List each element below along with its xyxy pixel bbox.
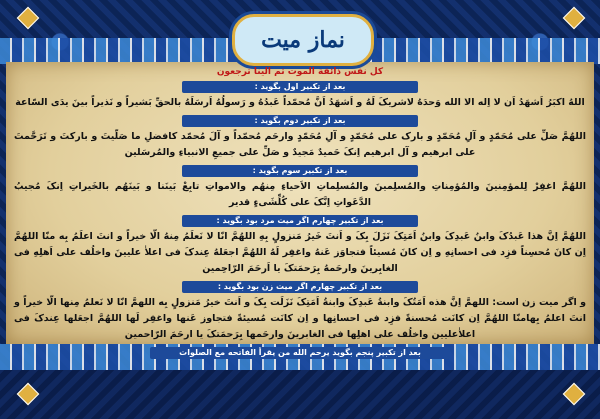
ornament-star-icon: [563, 7, 586, 30]
section-text-5: و اگر میت زن است: اللهمَّ اِنَّ هذه اَمَتُکَ وابنةُ عَبدِکَ وابنةُ اَمَتِکَ نَزَلَت بِکَ و اَنتَ خیرُ مَنزولٍ بِه اللهمَّ انّا لا نَعلمُ مِنها الّا خیراً و انتَ اعلمُ بِهامنّا اللهُمَّ اِن کانَت مُحسنةً فزِد فی احسانِها و اِن کانَت مُسیئةً فتجاوز عَنها واغفِر لَها اللهُمَّ اجعَلها عِندکَ فی اعلاٰعلیین واخلُف علی اهلِها فی الغابرینَ وارحَمها بِرَحمَتکَ یا ارحَمَ الرّاحمین: [14, 297, 586, 340]
ornament-star-icon: [17, 7, 40, 30]
section-label-5: بعد از تکبیر چهارم اگر میت زن بود بگوید :: [182, 281, 418, 293]
prayer-content: [10, 66, 590, 361]
section-label-3: بعد از تکبیر سوم بگوید :: [182, 165, 418, 177]
footer-label: بعد از تکبیر پنجم بگوید یرحم الله من یقرأ الفاتحه مع الصلوات: [150, 347, 450, 359]
subtitle: کل نفس ذائقة الموت ثم الینا ترجعون: [216, 67, 384, 77]
title-badge: [232, 14, 374, 66]
section-label-2: بعد از تکبیر دوم بگوید :: [182, 115, 418, 127]
page-title: نماز میت: [261, 27, 345, 53]
section-text-1: اللهُ اکبَرُ اَشهَدُ اَن لا اِله الا الله وَحدَهُ لاشریکَ لَهُ و اَشهَدُ اَنَّ مُحمّداً عَبدُهُ و رَسولُهُ اَرسَلَهُ بالحقِّ بَشیراً و نَذیراً بینَ یدَی السّاعة: [15, 97, 585, 108]
section-label-1: بعد از تکبیر اول بگوید :: [182, 81, 418, 93]
decorative-band-bottom: [0, 370, 600, 419]
section-text-2: اللهُمَّ صَلِّ علی مُحَمّدٍ و آلِ مُحَمّدٍ و بارک علی مُحَمّدٍ و آلِ مُحَمّدٍ وارحَم مُحمّداً و آلَ مُحمّد کافضلِ ما صَلّیتَ و بارکتَ و تَرَحَّمتَ علی ابرهیم و آل ابرهیم اِنکَ حَمیدٌ مَجیدٌ و صَلِّ علی جمیعِ الانبیاءِ والمُرسَلین: [14, 131, 586, 158]
section-text-3: اللهُمَّ اغفِرْ لِلمؤمِنینَ والمُؤمِناتِ والمُسلِمینَ والمُسلِماتِ الاَحیاءِ مِنهُم والامواتِ تابِعْ بَینَنا و بَینَهُم بالخَیراتِ اِنکَ مُجیبُ الدَّعَواتِ اِنَّکَ علی کُلِّشَیءٍ قدیر: [14, 181, 586, 208]
section-label-4: بعد از تکبیر چهارم اگر میت مرد بود بگوید :: [182, 215, 418, 227]
section-text-4: اللهُمَّ اِنَّ هذا عَبدُکَ وابنُ عَبدِکَ وابنُ اَمَتِکَ نَزَلَ بِکَ و اَنتَ خَیرُ مَنزولٍ بِهِ اللهُمَّ انّا لا نَعلَمُ مِنهُ الّا خیراً و انتَ اعلَمُ بِه منّا اللهُمَّ اِن کانَ مُحسِناً فزِد فی احسانِهِ و اِن کانَ مُسیئاً فتجاوَز عَنهُ واغفِر لَهُ اللهُمَّ اجعَلهُ عِندکَ فی اعلاٰ علیینَ واخلُف علی اَهلِهِ فی الغابِرینَ وارحَمهُ بِرَحمَتکَ یا اَرحَمَ الرّاحِمین: [14, 231, 586, 274]
